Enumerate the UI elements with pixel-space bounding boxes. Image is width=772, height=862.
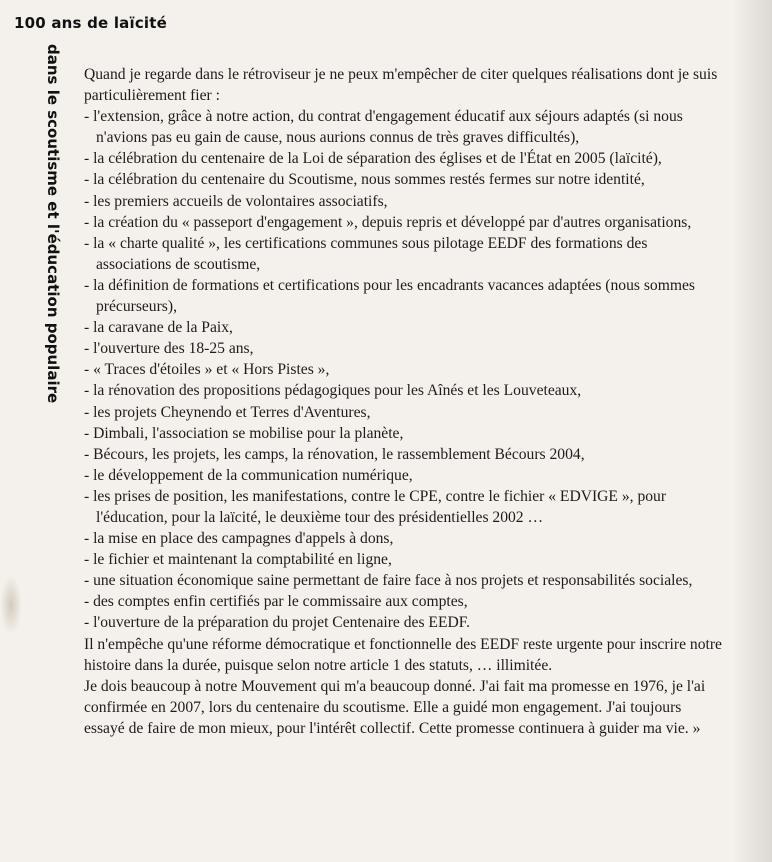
- paper-stain: [0, 575, 22, 635]
- list-item: - la caravane de la Paix,: [84, 319, 233, 337]
- list-item: - l'ouverture des 18-25 ans,: [84, 340, 254, 358]
- intro-paragraph: Quand je regarde dans le rétroviseur je ne peux m'empêcher de citer quelques réalisations dont je suis particulièrement fier :: [84, 66, 718, 105]
- list-item: - la mise en place des campagnes d'appels à dons,: [84, 530, 394, 548]
- page-edge-shadow: [732, 0, 772, 862]
- running-header: 100 ans de laïcité: [14, 14, 167, 32]
- list-item: - la création du « passeport d'engagement », depuis repris et développé par d'autres organisations,: [84, 213, 692, 231]
- list-item: - l'extension, grâce à notre action, du contrat d'engagement éducatif aux séjours adaptés (si nous n'avions pas eu gain de cause, nous aurions connus de très graves difficultés),: [84, 108, 683, 147]
- list-item: - les projets Cheynendo et Terres d'Aventures,: [84, 403, 371, 421]
- list-item: - les prises de position, les manifestations, contre le CPE, contre le fichier « EDVIGE », pour l'éducation, pour la laïcité, le deuxième tour des présidentielles 2002 …: [84, 487, 667, 526]
- list-item: - les premiers accueils de volontaires associatifs,: [84, 192, 388, 210]
- list-item: - la définition de formations et certifications pour les encadrants vacances adaptées (nous sommes précurseurs),: [84, 276, 695, 316]
- list-item: - la « charte qualité », les certifications communes sous pilotage EEDF des formations des associations de scoutisme,: [84, 234, 648, 273]
- list-item: - Dimbali, l'association se mobilise pour la planète,: [84, 424, 404, 442]
- vertical-section-title: dans le scoutisme et l'éducation populaire: [44, 44, 62, 404]
- list-item: - l'ouverture de la préparation du projet Centenaire des EEDF.: [84, 614, 471, 632]
- closing-paragraph-2: Je dois beaucoup à notre Mouvement qui m'a beaucoup donné. J'ai fait ma promesse en 1976, je l'ai confirmée en 2007, lors du centenaire du scoutisme. Elle a guidé mon engagement. J'ai toujours essayé de faire de mon mieux, pour l'intérêt collectif. Cette promesse continuera à guider ma vie. »: [84, 677, 706, 737]
- list-item: - le développement de la communication numérique,: [84, 466, 413, 484]
- list-item: - la célébration du centenaire du Scoutisme, nous sommes restés fermes sur notre identité,: [84, 171, 645, 189]
- body-text: [84, 64, 724, 739]
- list-item: - une situation économique saine permettant de faire face à nos projets et responsabilités sociales,: [84, 572, 693, 590]
- list-item: - la célébration du centenaire de la Loi de séparation des églises et de l'État en 2005 (laïcité),: [84, 150, 662, 168]
- achievements-list: [84, 106, 724, 633]
- list-item: - Bécours, les projets, les camps, la rénovation, le rassemblement Bécours 2004,: [84, 445, 585, 463]
- list-item: - des comptes enfin certifiés par le commissaire aux comptes,: [84, 593, 468, 611]
- list-item: - la rénovation des propositions pédagogiques pour les Aînés et les Louveteaux,: [84, 382, 582, 400]
- list-item: - le fichier et maintenant la comptabilité en ligne,: [84, 551, 392, 569]
- list-item: - « Traces d'étoiles » et « Hors Pistes »,: [84, 361, 330, 379]
- closing-paragraph-1: Il n'empêche qu'une réforme démocratique et fonctionnelle des EEDF reste urgente pour inscrire notre histoire dans la durée, puisque selon notre article 1 des statuts, … illimitée.: [84, 635, 722, 674]
